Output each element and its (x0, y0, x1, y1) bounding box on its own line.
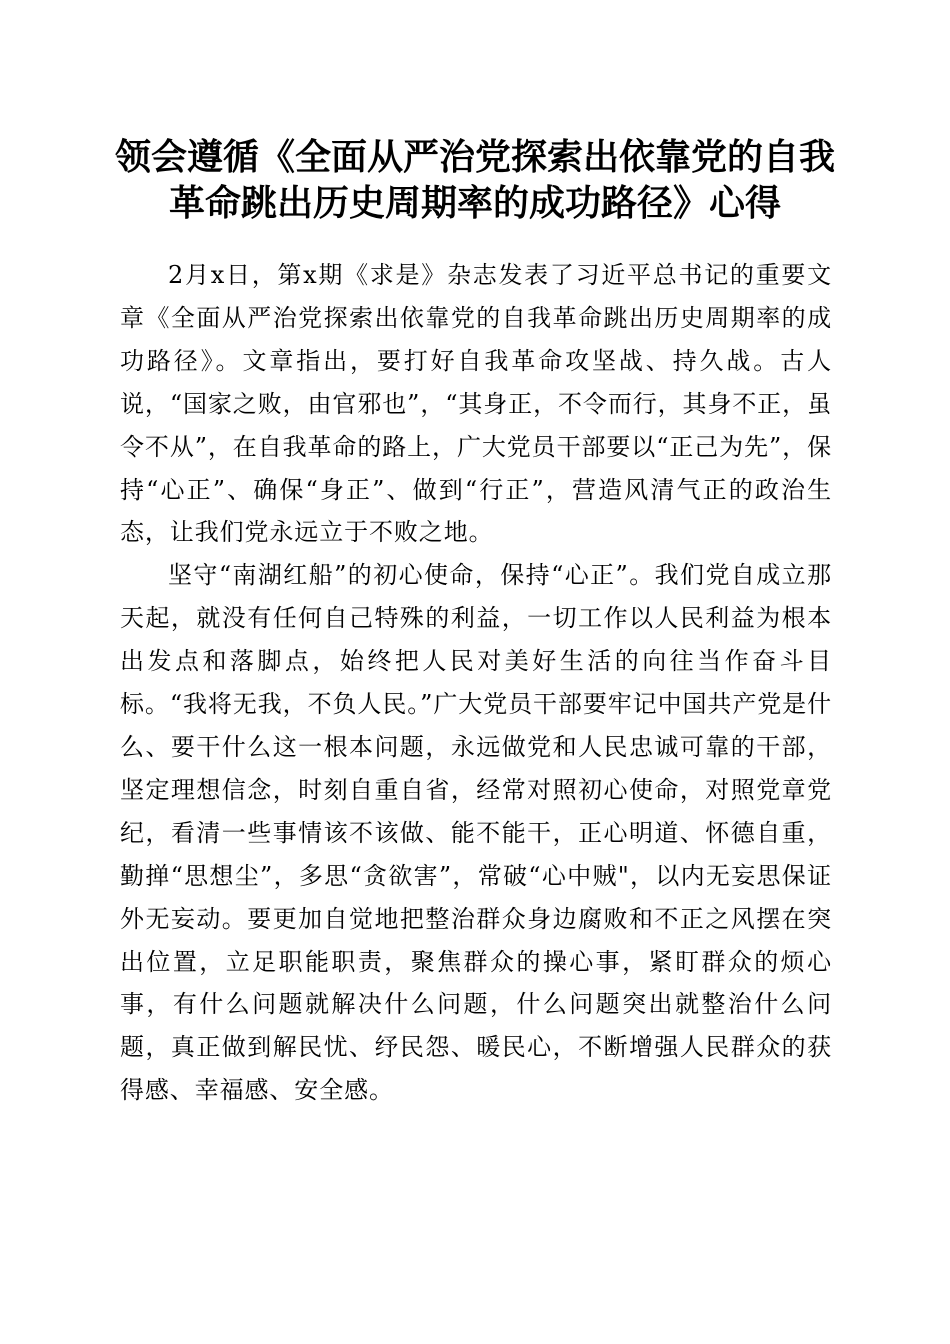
title-line-1: 领会遵循《全面从严治党探索出依靠党的自我 (114, 136, 835, 178)
document-body (120, 254, 832, 1112)
document-title (110, 134, 840, 226)
paragraph-1: 2月x日，第x期《求是》杂志发表了习近平总书记的重要文章《全面从严治党探索出依靠党的自我革命跳出历史周期率的成功路径》。文章指出，要打好自我革命攻坚战、持久战。古人说，“国家之败，由官邪也”，“其身正，不令而行，其身不正，虽令不从”，在自我革命的路上，广大党员干部要以“正己为先”，保持“心正”、确保“身正”、做到“行正”，营造风清气正的政治生态，让我们党永远立于不败之地。 (120, 261, 832, 547)
title-line-2: 革命跳出历史周期率的成功路径》心得 (168, 182, 781, 224)
paragraph-2: 坚守“南湖红船”的初心使命，保持“心正”。我们党自成立那天起，就没有任何自己特殊的利益，一切工作以人民利益为根本出发点和落脚点，始终把人民对美好生活的向往当作奋斗目标。“我将无我，不负人民。”广大党员干部要牢记中国共产党是什么、要干什么这一根本问题，永远做党和人民忠诚可靠的干部，坚定理想信念，时刻自重自省，经常对照初心使命，对照党章党纪，看清一些事情该不该做、能不能干，正心明道、怀德自重，勤掸“思想尘”，多思“贪欲害”，常破“心中贼"，以内无妄思保证外无妄动。要更加自觉地把整治群众身边腐败和不正之风摆在突出位置，立足职能职责，聚焦群众的操心事，紧盯群众的烦心事，有什么问题就解决什么问题，什么问题突出就整治什么问题，真正做到解民忧、纾民怨、暖民心，不断增强人民群众的获得感、幸福感、安全感。 (120, 561, 832, 1105)
